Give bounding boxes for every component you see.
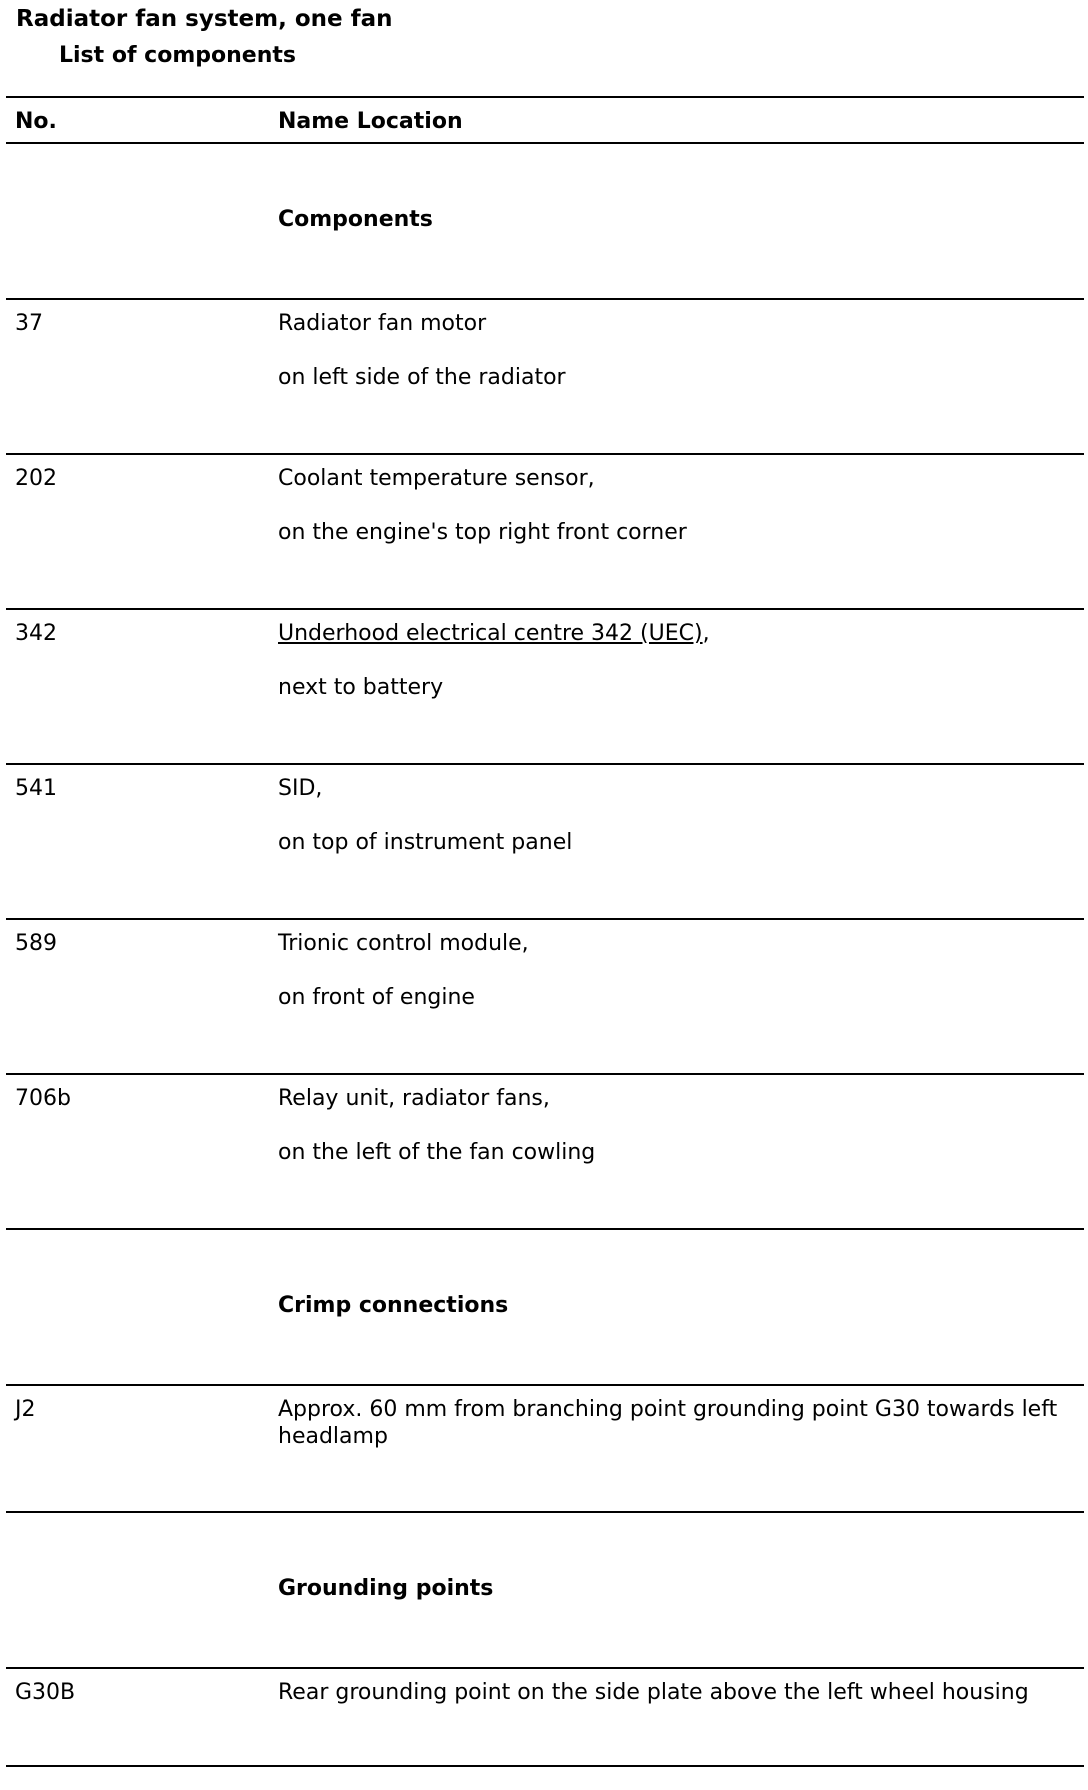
component-number: 342 <box>15 621 57 646</box>
component-number: 541 <box>15 776 57 801</box>
component-name: Coolant temperature sensor, <box>278 466 595 491</box>
component-number: 202 <box>15 466 57 491</box>
component-location: on the engine's top right front corner <box>278 520 687 545</box>
table-header <box>6 96 1084 142</box>
table-row <box>6 918 1084 1073</box>
component-name-location <box>278 930 1078 1011</box>
table-row <box>6 1073 1084 1228</box>
header-no: No. <box>15 109 57 134</box>
component-number: J2 <box>15 1397 36 1422</box>
component-number: 37 <box>15 311 43 336</box>
component-name-location <box>278 1679 1078 1706</box>
component-name-location <box>278 1085 1078 1166</box>
table-row <box>6 1667 1084 1767</box>
component-number: G30B <box>15 1680 76 1705</box>
section-label: Grounding points <box>278 1576 494 1601</box>
table-row <box>6 453 1084 608</box>
component-location: on top of instrument panel <box>278 830 573 855</box>
component-number: 706b <box>15 1086 71 1111</box>
component-name: Trionic control module, <box>278 931 529 956</box>
section-row-components <box>6 142 1084 298</box>
header-name-location: Name Location <box>278 109 463 134</box>
component-name: Relay unit, radiator fans, <box>278 1086 550 1111</box>
table-row <box>6 608 1084 763</box>
table-row <box>6 763 1084 918</box>
section-label: Crimp connections <box>278 1293 509 1318</box>
component-name-location <box>278 620 1078 701</box>
component-name-location <box>278 1396 1078 1450</box>
table-row <box>6 298 1084 453</box>
section-row-grounding-points <box>6 1511 1084 1667</box>
document-subtitle: List of components <box>59 43 296 68</box>
component-location: on the left of the fan cowling <box>278 1140 596 1165</box>
section-row-crimp-connections <box>6 1228 1084 1384</box>
document-title: Radiator fan system, one fan <box>16 6 393 32</box>
component-name: Rear grounding point on the side plate above the left wheel housing <box>278 1680 1029 1705</box>
component-location: next to battery <box>278 675 444 700</box>
uec-link[interactable]: Underhood electrical centre 342 (UEC) <box>278 621 703 646</box>
component-location: on left side of the radiator <box>278 365 566 390</box>
component-name-location <box>278 775 1078 856</box>
components-table <box>6 96 1084 1767</box>
component-location: on front of engine <box>278 985 475 1010</box>
component-name-location <box>278 465 1078 546</box>
component-name: SID, <box>278 776 323 801</box>
component-number: 589 <box>15 931 57 956</box>
component-name: Radiator fan motor <box>278 311 487 336</box>
component-name-location <box>278 310 1078 391</box>
component-name-suffix: , <box>702 621 710 646</box>
table-row <box>6 1384 1084 1511</box>
component-name: Approx. 60 mm from branching point grounding point G30 towards left headlamp <box>278 1397 1058 1449</box>
section-label: Components <box>278 207 433 232</box>
